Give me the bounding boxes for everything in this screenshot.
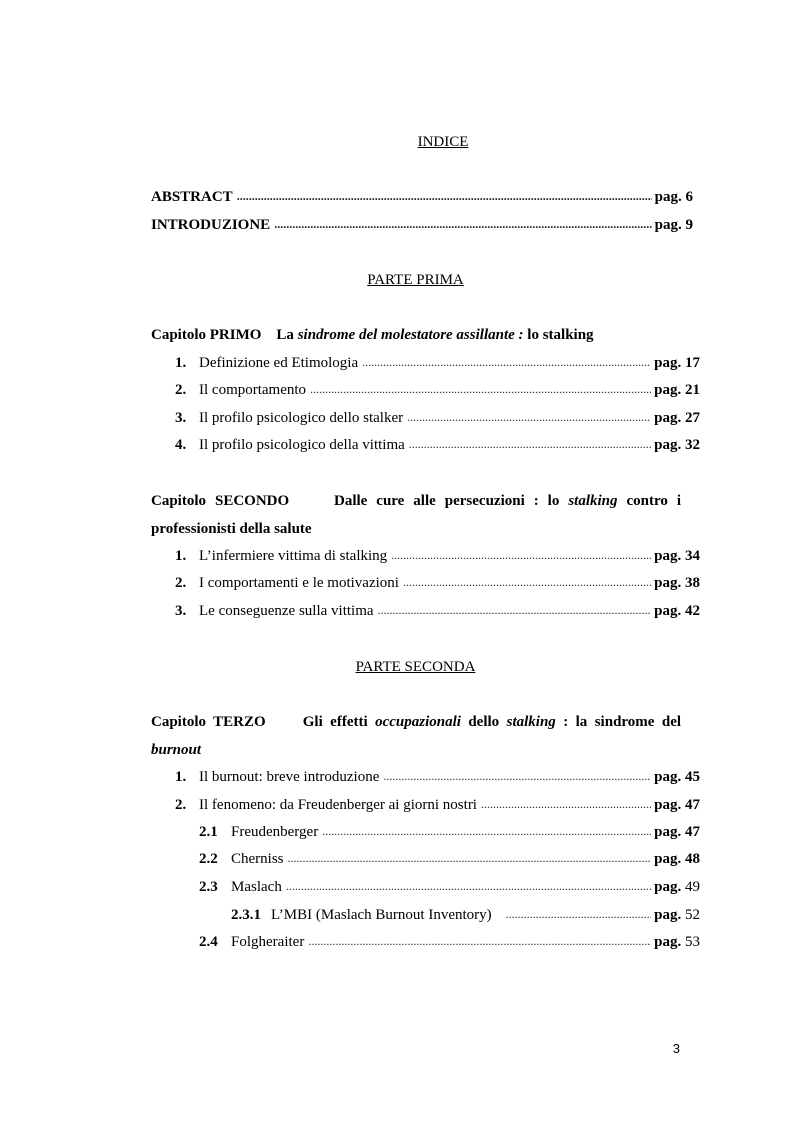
item-number: 2.2 (199, 851, 218, 867)
chapter-title-part: dello (468, 714, 500, 730)
chapter-title-italic: sindrome del molestatore assillante : (297, 327, 524, 343)
page-num: 34 (685, 548, 700, 564)
toc-entry-label: Cherniss (231, 851, 284, 867)
page-num: 47 (685, 797, 700, 813)
chapter-title-part: Dalle cure alle persecuzioni : lo (334, 493, 560, 509)
page-num: 9 (685, 217, 693, 233)
toc-entry-label: Le conseguenze sulla vittima (199, 603, 374, 619)
toc-entry-abstract[interactable] (151, 189, 693, 206)
page-prefix: pag. (654, 603, 682, 619)
chapter-3-heading-line2: burnout (151, 742, 202, 758)
toc-subentry[interactable] (199, 851, 700, 868)
toc-entry[interactable] (175, 603, 700, 620)
page-num: 48 (685, 851, 700, 867)
page-num: 21 (685, 382, 700, 398)
toc-entry[interactable] (175, 575, 700, 592)
chapter-prefix: Capitolo TERZO (151, 714, 266, 730)
page-num: 6 (685, 189, 693, 205)
item-number: 2. (175, 382, 187, 398)
chapter-3-heading (151, 714, 681, 731)
page-prefix: pag. (654, 410, 682, 426)
page-prefix: pag. (654, 769, 682, 785)
chapter-title-italic: occupazionali (375, 714, 461, 730)
page-prefix: pag. (654, 934, 682, 950)
leader-dots (506, 906, 651, 923)
chapter-2-heading-line2: professionisti della salute (151, 521, 312, 537)
toc-entry-label: Il comportamento (199, 382, 307, 398)
toc-subentry[interactable] (199, 824, 700, 841)
toc-entry-label: L’infermiere vittima di stalking (199, 548, 388, 564)
page-num: 47 (685, 824, 700, 840)
leader-dots (383, 768, 651, 785)
page-num: 53 (685, 934, 700, 950)
chapter-title-part: La (276, 327, 294, 343)
index-title: INDICE (417, 134, 469, 150)
toc-entry-label: Maslach (231, 879, 282, 895)
item-number: 1. (175, 355, 187, 371)
page-prefix: pag. (654, 382, 682, 398)
page-prefix: pag. (654, 851, 682, 867)
page-number: 3 (672, 1041, 680, 1056)
page-prefix: pag. (654, 217, 682, 233)
toc-entry[interactable] (175, 355, 700, 372)
toc-entry-label: Il fenomeno: da Freudenberger ai giorni nostri (199, 797, 477, 813)
chapter-title-part: lo stalking (527, 327, 594, 343)
item-number: 2.3.1 (231, 907, 261, 923)
leader-dots (409, 436, 651, 453)
chapter-title-italic: stalking (506, 714, 556, 730)
page-prefix: pag. (654, 437, 682, 453)
part-one-title: PARTE PRIMA (367, 272, 464, 288)
toc-entry-label: INTRODUZIONE (151, 217, 271, 233)
toc-entry[interactable] (175, 769, 700, 786)
item-number: 3. (175, 410, 187, 426)
page-num: 38 (685, 575, 700, 591)
chapter-title-part: Gli effetti (302, 714, 368, 730)
toc-entry-label: Il burnout: breve introduzione (199, 769, 380, 785)
page-num: 52 (685, 907, 700, 923)
page-prefix: pag. (654, 797, 682, 813)
leader-dots (288, 850, 652, 867)
toc-entry-introduzione[interactable] (151, 217, 693, 234)
toc-subentry[interactable] (199, 879, 700, 896)
part-two-title: PARTE SECONDA (355, 659, 476, 675)
toc-entry-label: Folgheraiter (231, 934, 305, 950)
page-prefix: pag. (654, 824, 682, 840)
leader-dots (308, 933, 651, 950)
page-num: 27 (685, 410, 700, 426)
toc-entry-label: Il profilo psicologico della vittima (199, 437, 405, 453)
item-number: 3. (175, 603, 187, 619)
toc-entry[interactable] (175, 410, 700, 427)
page-num: 17 (685, 355, 700, 371)
item-number: 2.4 (199, 934, 218, 950)
page-num: 45 (685, 769, 700, 785)
toc-entry[interactable] (175, 548, 700, 565)
page-prefix: pag. (654, 355, 682, 371)
page-prefix: pag. (654, 575, 682, 591)
leader-dots (286, 878, 651, 895)
chapter-title-part: : la sindrome del (563, 714, 682, 730)
toc-entry[interactable] (175, 797, 700, 814)
item-number: 1. (175, 548, 187, 564)
toc-entry-label: ABSTRACT (151, 189, 233, 205)
chapter-1-heading (151, 327, 681, 344)
leader-dots (407, 409, 651, 426)
leader-dots (362, 354, 651, 371)
toc-subentry[interactable] (199, 934, 700, 951)
item-number: 1. (175, 769, 187, 785)
toc-entry-label: I comportamenti e le motivazioni (199, 575, 399, 591)
page-num: 42 (685, 603, 700, 619)
chapter-prefix: Capitolo SECONDO (151, 493, 290, 509)
item-number: 2. (175, 575, 187, 591)
page-prefix: pag. (654, 879, 682, 895)
chapter-title-part: contro i (626, 493, 682, 509)
leader-dots (378, 602, 652, 619)
item-number: 2.1 (199, 824, 218, 840)
leader-dots (237, 188, 652, 205)
toc-entry-label: Freudenberger (231, 824, 319, 840)
item-number: 4. (175, 437, 187, 453)
toc-entry-label: L’MBI (Maslach Burnout Inventory) (271, 907, 492, 923)
item-number: 2. (175, 797, 187, 813)
page-num: 49 (685, 879, 700, 895)
toc-entry-label: Il profilo psicologico dello stalker (199, 410, 404, 426)
item-number: 2.3 (199, 879, 218, 895)
toc-entry[interactable] (175, 437, 700, 454)
chapter-2-heading (151, 493, 681, 510)
leader-dots (481, 796, 651, 813)
page-prefix: pag. (654, 907, 682, 923)
page-num: 32 (685, 437, 700, 453)
toc-subsubentry[interactable] (231, 907, 700, 924)
toc-entry-label: Definizione ed Etimologia (199, 355, 359, 371)
leader-dots (310, 381, 651, 398)
leader-dots (403, 574, 651, 591)
leader-dots (391, 547, 651, 564)
leader-dots (274, 216, 651, 233)
chapter-title-italic: stalking (568, 493, 618, 509)
leader-dots (322, 823, 651, 840)
chapter-prefix: Capitolo PRIMO (151, 327, 262, 343)
toc-entry[interactable] (175, 382, 700, 399)
page-prefix: pag. (654, 189, 682, 205)
page-prefix: pag. (654, 548, 682, 564)
